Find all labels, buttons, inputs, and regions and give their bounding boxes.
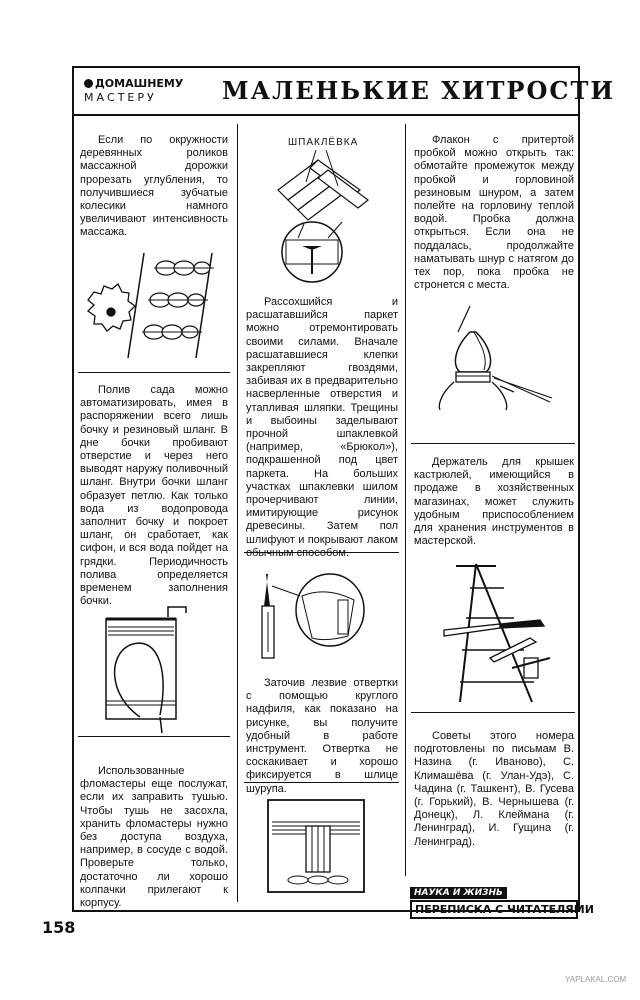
badge-section: ПЕРЕПИСКА С ЧИТАТЕЛЯМИ — [410, 900, 578, 919]
section-rule — [411, 712, 575, 713]
parquet-illustration — [268, 150, 378, 290]
watermark: YAPLAKAL.COM — [565, 975, 627, 984]
tip-parquet: Рассохшийся и расшатавшийся паркет можно отремонтировать своими силами. Вначале расшатавшиеся клепки закрепляют гвоздями, забивая их в предварительно насверленные отверстия и утапливая шляпки. Трещины и выбоины заделывают прочной шпаклевкой (например, «Брюкол»), подкрашенной под цвет паркета. На больших участках шпаклевки шилом прочерчивают линии, имитирующие рисунок древесины. Затем пол шлифуют и покрывают лаком обычным способом. — [246, 296, 398, 559]
flask-stopper-illustration — [430, 302, 560, 412]
section-rule — [411, 443, 575, 444]
tip-holder: Держатель для крышек кастрюлей, имеющийся в продаже в хозяйственных магазинах, может служить удобным приспособлением для хранения инструментов в мастерской. — [414, 456, 574, 548]
rubric-badge — [410, 880, 594, 919]
putty-label: ШПАКЛЁВКА — [288, 137, 359, 148]
rubric-line2: МАСТЕРУ — [84, 91, 157, 104]
section-rule — [78, 372, 230, 373]
badge-magazine: НАУКА И ЖИЗНЬ — [410, 887, 507, 899]
lid-holder-tools-illustration — [440, 558, 560, 706]
tip-watering: Полив сада можно автоматизировать, имея в распоряжении всего лишь бочку и резиновый шланг. В дне бочки пробивают отверстие и через него выводят наружу поливочный шланг. Внутри бочки шланг образует петлю. Как только вода из водопровода заполнит бочку и покроет шланг, он сработает, как сифон, и вся вода пойдет на грядки. Периодичность полива определяется временем заполнения бочки. — [80, 384, 228, 608]
tip-markers: Использованные фломастеры еще послужат, если их заправить тушью. Чтобы тушь не засохла, хранить фломастеры нужно без доступа воздуха, например, в сосуде с водой. Проверьте только, достаточно ли хорошо колпачки прилегают к корпусу. — [80, 765, 228, 910]
bullet-icon — [84, 79, 93, 88]
section-rule — [78, 736, 230, 737]
tip-screwdriver: Заточив лезвие отвертки с помощью круглого надфиля, как показано на рисунке, вы получите удобный в работе инструмент. Отвертка не соскакивает и хорошо фиксируется в шлице шурупа. — [246, 677, 398, 795]
rubric-line1: ДОМАШНЕМУ — [95, 77, 184, 90]
header-rule — [74, 114, 578, 116]
screwdriver-illustration — [256, 566, 396, 666]
tip-massage: Если по окружности деревянных роликов массажной дорожки прорезать углубления, то получившиеся зубчатые колесики намного увеличивают интенсивность массажа. — [80, 134, 228, 239]
page-number: 158 — [42, 918, 76, 937]
marker-jar-illustration — [262, 796, 372, 896]
column-rule-2 — [405, 124, 406, 876]
column-rule-1 — [237, 124, 238, 902]
rubric — [84, 77, 183, 105]
barrel-siphon-illustration — [100, 605, 190, 735]
tip-credits: Советы этого номера подготовлены по письмам В. Назина (г. Иваново), С. Климашёва (г. Улан-Удэ), С. Чадина (г. Ташкент), В. Гусева (г. Горький), В. Чернышева (г. Донецк), Л. Клеймана (г. Ленинград), И. Гущина (г. Ленинград). — [414, 730, 574, 848]
massage-rollers-illustration — [84, 248, 234, 358]
page-title: МАЛЕНЬКИЕ ХИТРОСТИ — [222, 76, 616, 105]
tip-flask: Флакон с притертой пробкой можно открыть так: обмотайте промежуток между пробкой и горловиной резиновым шнуром, а затем полейте на горловину теплой водой. Пробка должна открыться. Если она не поддалась, продолжайте наматывать шнур с натягом до тех пор, пока пробка не стронется с места. — [414, 134, 574, 292]
